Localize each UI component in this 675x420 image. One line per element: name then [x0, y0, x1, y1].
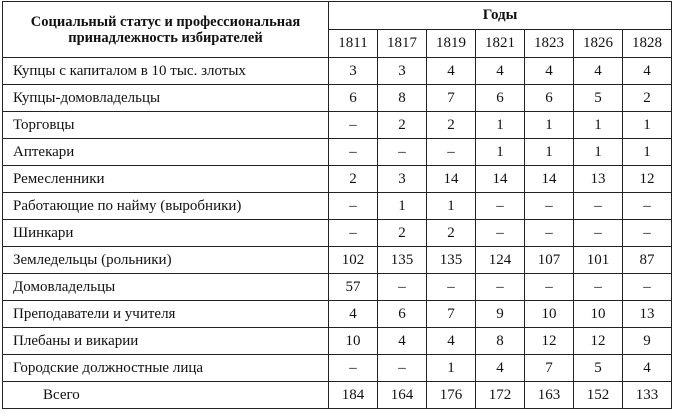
- table-cell: 107: [525, 247, 574, 274]
- row-label: Домовладельцы: [3, 274, 329, 301]
- table-cell: 124: [476, 247, 525, 274]
- table-cell: –: [525, 274, 574, 301]
- table-cell: 7: [427, 301, 476, 328]
- table-cell: 1: [427, 193, 476, 220]
- year-header: 1828: [623, 30, 672, 58]
- table-row: [3, 85, 672, 112]
- year-header: 1819: [427, 30, 476, 58]
- table-cell: 57: [329, 274, 378, 301]
- table-cell: 4: [525, 58, 574, 85]
- row-label: Ремесленники: [3, 166, 329, 193]
- table-cell: 10: [525, 301, 574, 328]
- table-cell: –: [329, 355, 378, 382]
- total-label: Всего: [3, 382, 329, 409]
- table-cell: –: [574, 274, 623, 301]
- total-row: [3, 382, 672, 409]
- table-cell: –: [427, 139, 476, 166]
- table-cell: 6: [525, 85, 574, 112]
- table-cell: 4: [476, 58, 525, 85]
- total-cell: 152: [574, 382, 623, 409]
- table-cell: 1: [623, 139, 672, 166]
- table-cell: 1: [525, 139, 574, 166]
- table-cell: –: [427, 274, 476, 301]
- table-cell: 14: [525, 166, 574, 193]
- table-cell: –: [574, 193, 623, 220]
- table-cell: 8: [476, 328, 525, 355]
- table-cell: 6: [378, 301, 427, 328]
- table-cell: 2: [623, 85, 672, 112]
- table-cell: 13: [623, 301, 672, 328]
- table-row: [3, 220, 672, 247]
- table-row: [3, 247, 672, 274]
- table-cell: 2: [378, 220, 427, 247]
- table-cell: 2: [427, 220, 476, 247]
- table-cell: 1: [525, 112, 574, 139]
- table-cell: 5: [574, 355, 623, 382]
- table-cell: 4: [427, 328, 476, 355]
- table-cell: 1: [574, 112, 623, 139]
- table-cell: 12: [525, 328, 574, 355]
- row-label: Купцы-домовладельцы: [3, 85, 329, 112]
- table-cell: 1: [476, 139, 525, 166]
- table-row: [3, 328, 672, 355]
- table-cell: 1: [427, 355, 476, 382]
- row-label: Аптекари: [3, 139, 329, 166]
- row-label: Земледельцы (рольники): [3, 247, 329, 274]
- table-cell: 102: [329, 247, 378, 274]
- table-cell: –: [329, 193, 378, 220]
- total-cell: 184: [329, 382, 378, 409]
- row-label: Торговцы: [3, 112, 329, 139]
- table-cell: 12: [574, 328, 623, 355]
- table-cell: 4: [378, 328, 427, 355]
- table-row: [3, 166, 672, 193]
- table-cell: 10: [574, 301, 623, 328]
- table-row: [3, 139, 672, 166]
- total-cell: 176: [427, 382, 476, 409]
- table-cell: 1: [378, 193, 427, 220]
- year-header: 1823: [525, 30, 574, 58]
- total-cell: 163: [525, 382, 574, 409]
- table-cell: 4: [476, 355, 525, 382]
- table-cell: –: [476, 220, 525, 247]
- row-label: Шинкари: [3, 220, 329, 247]
- year-header: 1811: [329, 30, 378, 58]
- table-cell: –: [378, 274, 427, 301]
- table-cell: –: [623, 274, 672, 301]
- table-cell: 10: [329, 328, 378, 355]
- table-cell: –: [378, 139, 427, 166]
- year-header: 1817: [378, 30, 427, 58]
- table-cell: 6: [329, 85, 378, 112]
- row-label: Преподаватели и учителя: [3, 301, 329, 328]
- table-cell: –: [623, 220, 672, 247]
- table-cell: –: [329, 112, 378, 139]
- table-row: [3, 58, 672, 85]
- table-cell: –: [329, 139, 378, 166]
- row-label: Работающие по найму (выробники): [3, 193, 329, 220]
- row-label: Плебаны и викарии: [3, 328, 329, 355]
- table-cell: 1: [574, 139, 623, 166]
- table-cell: 7: [525, 355, 574, 382]
- table-cell: 3: [378, 58, 427, 85]
- total-cell: 172: [476, 382, 525, 409]
- table-body: [3, 58, 672, 409]
- table-cell: 9: [623, 328, 672, 355]
- document-table-container: [2, 1, 672, 409]
- table-cell: 2: [427, 112, 476, 139]
- table-cell: 135: [427, 247, 476, 274]
- table-cell: 101: [574, 247, 623, 274]
- table-cell: 4: [329, 301, 378, 328]
- table-cell: 13: [574, 166, 623, 193]
- table-cell: –: [476, 274, 525, 301]
- table-cell: 6: [476, 85, 525, 112]
- table-cell: 4: [623, 355, 672, 382]
- table-cell: 12: [623, 166, 672, 193]
- year-header: 1826: [574, 30, 623, 58]
- table-cell: –: [476, 193, 525, 220]
- table-row: [3, 193, 672, 220]
- table-cell: –: [378, 355, 427, 382]
- table-cell: 9: [476, 301, 525, 328]
- table-cell: 8: [378, 85, 427, 112]
- table-cell: –: [623, 193, 672, 220]
- table-cell: 3: [378, 166, 427, 193]
- table-cell: 14: [427, 166, 476, 193]
- table-cell: –: [525, 193, 574, 220]
- status-column-header: Социальный статус и профессиональная принадлежность избирателей: [3, 2, 329, 58]
- total-cell: 164: [378, 382, 427, 409]
- table-cell: 4: [623, 58, 672, 85]
- table-cell: 2: [378, 112, 427, 139]
- voters-table: [2, 1, 672, 409]
- table-row: [3, 274, 672, 301]
- table-row: [3, 355, 672, 382]
- table-cell: –: [329, 220, 378, 247]
- table-cell: 4: [427, 58, 476, 85]
- header-row: [3, 2, 672, 30]
- row-label: Купцы с капиталом в 10 тыс. злотых: [3, 58, 329, 85]
- table-cell: 87: [623, 247, 672, 274]
- table-row: [3, 112, 672, 139]
- year-header: 1821: [476, 30, 525, 58]
- table-row: [3, 301, 672, 328]
- table-cell: 14: [476, 166, 525, 193]
- table-cell: 7: [427, 85, 476, 112]
- row-label: Городские должностные лица: [3, 355, 329, 382]
- total-cell: 133: [623, 382, 672, 409]
- table-cell: 3: [329, 58, 378, 85]
- table-cell: –: [574, 220, 623, 247]
- table-cell: –: [525, 220, 574, 247]
- table-cell: 1: [476, 112, 525, 139]
- table-cell: 4: [574, 58, 623, 85]
- table-cell: 5: [574, 85, 623, 112]
- table-cell: 2: [329, 166, 378, 193]
- table-cell: 135: [378, 247, 427, 274]
- years-group-header: Годы: [329, 2, 672, 30]
- table-cell: 1: [623, 112, 672, 139]
